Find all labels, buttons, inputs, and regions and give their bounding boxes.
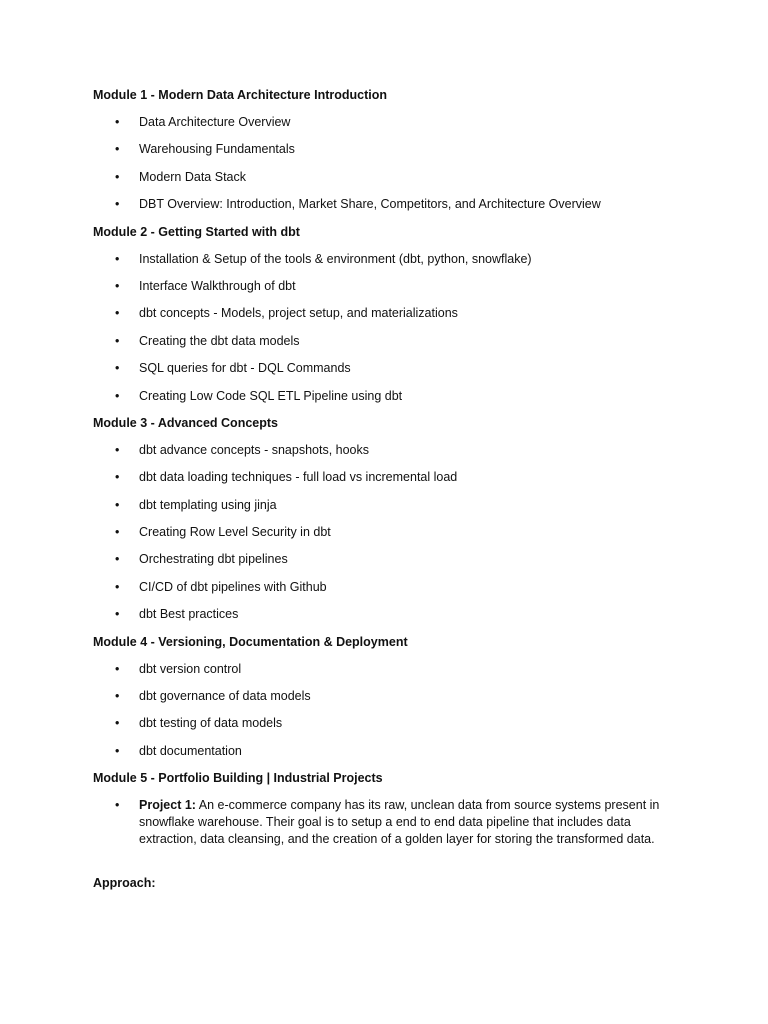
list-item (93, 551, 683, 578)
module-3 (93, 415, 683, 634)
list-item-text: dbt testing of data models (139, 716, 283, 731)
bullet-icon: • (115, 579, 120, 594)
list-item (93, 606, 683, 633)
list-item (93, 469, 683, 496)
bullet-icon: • (115, 197, 120, 212)
list-item (93, 333, 683, 360)
list-item-text: Creating Row Level Security in dbt (139, 525, 331, 540)
list-item (93, 360, 683, 387)
list-item-text: CI/CD of dbt pipelines with Github (139, 579, 327, 594)
project-item (93, 797, 683, 848)
list-item-text: dbt governance of data models (139, 689, 311, 704)
list-item (93, 388, 683, 415)
course-outline (93, 87, 683, 892)
list-item (93, 141, 683, 168)
list-item (93, 251, 683, 278)
list-item (93, 169, 683, 196)
list-item-text: Creating Low Code SQL ETL Pipeline using dbt (139, 388, 403, 403)
list-item-text: dbt templating using jinja (139, 497, 277, 512)
module-item-list (93, 251, 683, 415)
list-item (93, 442, 683, 469)
project-label: Project 1: (139, 798, 196, 813)
list-item (93, 661, 683, 688)
list-item (93, 743, 683, 770)
list-item-text: dbt Best practices (139, 607, 239, 622)
bullet-icon: • (115, 716, 120, 731)
list-item-text: dbt concepts - Models, project setup, and materializations (139, 306, 458, 321)
list-item (93, 305, 683, 332)
bullet-icon: • (115, 743, 120, 758)
list-item (93, 524, 683, 551)
list-item (93, 579, 683, 606)
approach-heading: Approach: (93, 876, 156, 891)
module-item-list (93, 797, 683, 848)
bullet-icon: • (115, 333, 120, 348)
module-title: Module 3 - Advanced Concepts (93, 415, 278, 430)
bullet-icon: • (115, 251, 120, 266)
bullet-icon: • (115, 661, 120, 676)
list-item-text: dbt data loading techniques - full load vs incremental load (139, 470, 458, 485)
list-item-text: dbt advance concepts - snapshots, hooks (139, 442, 370, 457)
module-2 (93, 224, 683, 415)
bullet-icon: • (115, 525, 120, 540)
list-item-text: SQL queries for dbt - DQL Commands (139, 361, 351, 376)
project-description: An e-commerce company has its raw, unclean data from source systems present in snowflake warehouse. Their goal is to setup a end to end data pipeline that includes data extraction, data cleansing, and the creation of a golden layer for storing the transformed data. (139, 798, 660, 847)
bullet-icon: • (115, 115, 120, 129)
module-title: Module 4 - Versioning, Documentation & Deployment (93, 634, 408, 649)
list-item-text: Creating the dbt data models (139, 333, 300, 348)
bullet-icon: • (115, 552, 120, 567)
list-item-text: Installation & Setup of the tools & environment (dbt, python, snowflake) (139, 251, 532, 266)
bullet-icon: • (115, 798, 120, 813)
bullet-icon: • (115, 497, 120, 512)
list-item-text: Orchestrating dbt pipelines (139, 552, 288, 567)
module-4 (93, 634, 683, 771)
list-item-text: Modern Data Stack (139, 169, 246, 184)
module-item-list (93, 442, 683, 634)
list-item (93, 715, 683, 742)
list-item-text: Interface Walkthrough of dbt (139, 278, 296, 293)
list-item-text: DBT Overview: Introduction, Market Share, Competitors, and Architecture Overview (139, 197, 601, 212)
module-1 (93, 87, 683, 224)
list-item (93, 497, 683, 524)
bullet-icon: • (115, 361, 120, 376)
bullet-icon: • (115, 689, 120, 704)
list-item-text: dbt version control (139, 661, 242, 676)
module-5 (93, 770, 683, 848)
bullet-icon: • (115, 169, 120, 184)
bullet-icon: • (115, 306, 120, 321)
list-item (93, 114, 683, 141)
list-item-text: Data Architecture Overview (139, 115, 291, 129)
bullet-icon: • (115, 607, 120, 622)
list-item (93, 278, 683, 305)
list-item (93, 688, 683, 715)
bullet-icon: • (115, 442, 120, 457)
list-item (93, 196, 683, 223)
bullet-icon: • (115, 388, 120, 403)
bullet-icon: • (115, 142, 120, 157)
list-item-text: Warehousing Fundamentals (139, 142, 295, 157)
module-title: Module 2 - Getting Started with dbt (93, 224, 300, 239)
module-item-list (93, 114, 683, 224)
bullet-icon: • (115, 278, 120, 293)
list-item-text: dbt documentation (139, 743, 242, 758)
module-title: Module 5 - Portfolio Building | Industrial Projects (93, 771, 383, 786)
bullet-icon: • (115, 470, 120, 485)
module-title: Module 1 - Modern Data Architecture Introduction (93, 88, 387, 102)
module-item-list (93, 661, 683, 771)
